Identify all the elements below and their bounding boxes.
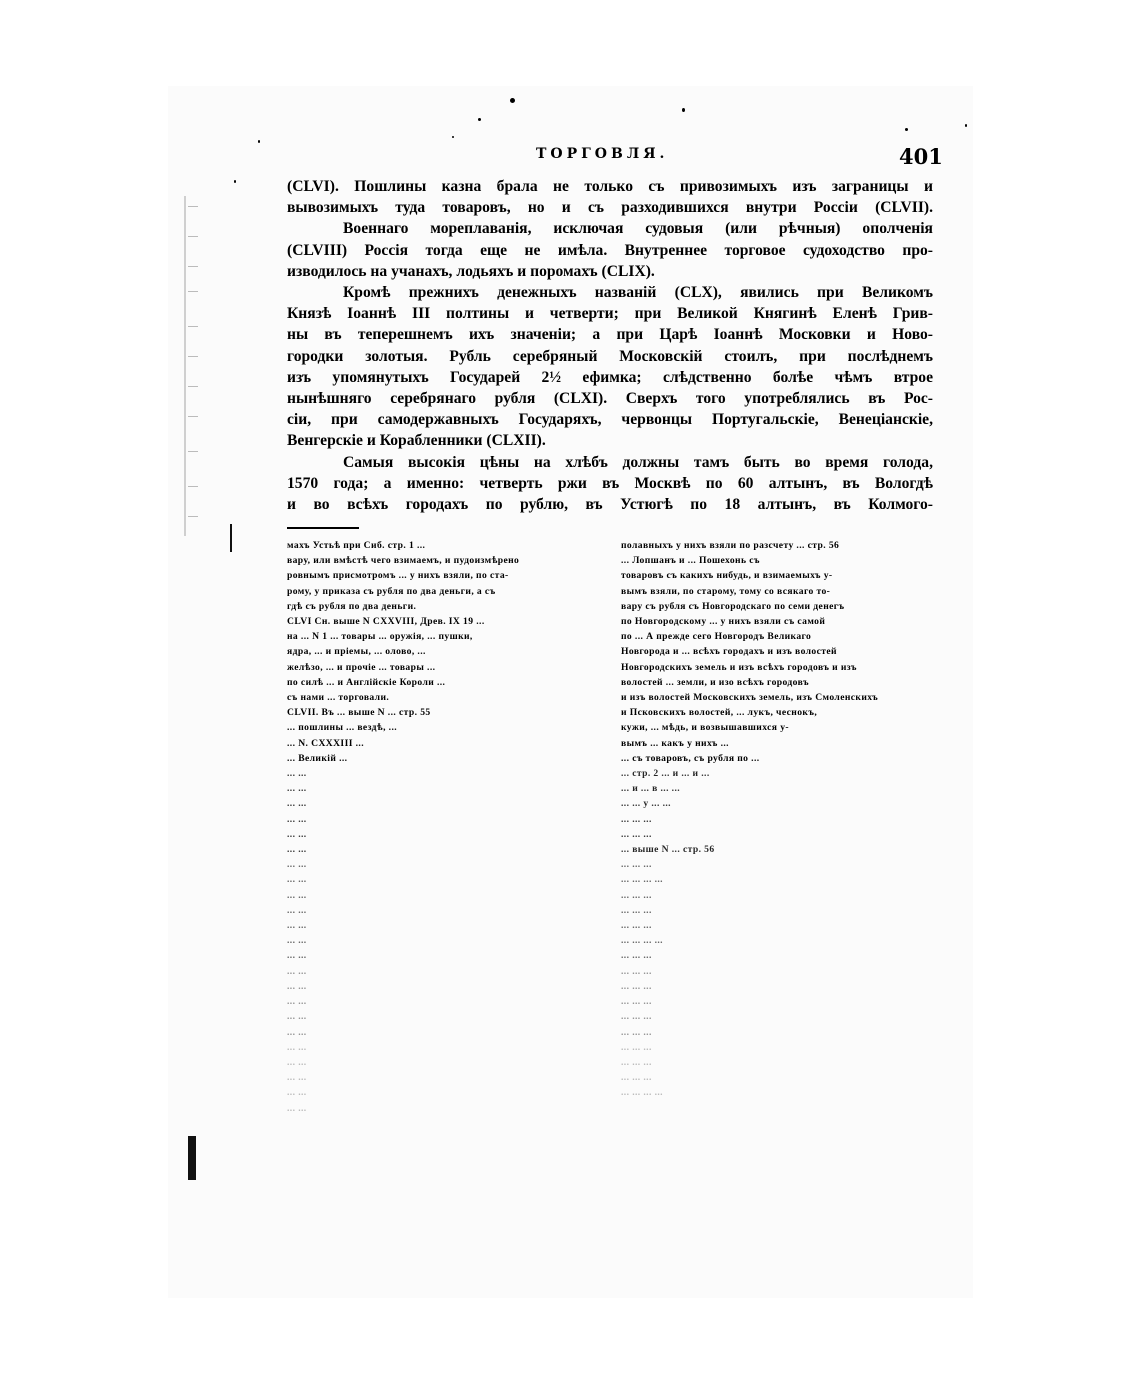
footnote-line: по ... А прежде сего Новгородъ Великаго [621,631,812,643]
footnote-line: ... ... ... [621,904,652,916]
footnote-line: ... ... [287,996,307,1008]
footnotes-left-column [287,538,599,1128]
page-number: 401 [899,144,943,169]
body-line: ны въ теперешнемъ ихъ значеніи; а при Царѣ Іоаннѣ Московки и Ново- [287,326,933,344]
footnote-line: ... ... ... [621,889,652,901]
footnote-line: CLVI Сн. выше N CXXVIII, Древ. IX 19 ... [287,616,485,628]
footnote-line: волостей ... земли, и изо всѣхъ городовъ [621,676,809,688]
footnote-line: ... ... ... [621,828,652,840]
body-line: Венгерскіе и Корабленники (CLXII). [287,432,546,450]
binding-tab-mark [188,1136,196,1180]
footnote-line: ... съ товаровъ, съ рубля по ... [621,752,760,764]
footnote-line: ... ... [287,980,307,992]
footnote-line: ... ... [287,798,307,810]
footnote-line: ... ... [287,1011,307,1023]
footnote-line: кужи, ... мѣдь, и возвышавшихся у- [621,722,789,734]
footnote-line: ... ... [287,828,307,840]
footnote-line: ... ... ... ... [621,1087,663,1099]
body-line: 1570 года; а именно: четверть ржи въ Москвѣ по 60 алтынъ, въ Вологдѣ [287,474,933,492]
footnote-line: ... ... ... ... [621,874,663,886]
footnote-line: гдѣ съ рубля по два деньги. [287,600,417,612]
running-head: ТОРГОВЛЯ. [536,146,669,162]
scan-speck [510,98,515,103]
footnote-line: ... Великій ... [287,752,348,764]
scan-speck [452,136,454,138]
footnote-line: желѣзо, ... и прочіе ... товары ... [287,661,436,673]
footnote-line: рому, у приказа съ рубля по два деньги, а съ [287,585,496,597]
footnote-line: на ... N 1 ... товары ... оружія, ... пушки, [287,631,473,643]
footnote-line: ... ... [287,1102,307,1114]
footnote-line: ... ... ... [621,813,652,825]
footnotes-area [287,538,933,1128]
footnote-line: ... ... [287,874,307,886]
footnote-line: ... ... ... [621,996,652,1008]
footnotes-right-column [621,538,933,1128]
footnote-line: по Новгородскому ... у нихъ взяли съ самой [621,616,826,628]
footnote-line: махъ Устьѣ при Сиб. стр. 1 ... [287,540,426,551]
footnote-line: вымъ взяли, по старому, тому со всякаго то- [621,585,831,597]
body-line: Кромѣ прежнихъ денежныхъ названій (CLX), явились при Великомъ [343,284,933,302]
footnote-line: ... пошлины ... вездѣ, ... [287,722,398,734]
footnote-line: ... ... [287,1087,307,1099]
footnote-line: ... ... ... ... [621,935,663,947]
footnote-line: полавныхъ у нихъ взяли по разсчету ... стр. 56 [621,540,840,551]
body-line: нынѣшняго серебрянаго рубля (CLXI). Сверхъ того употреблялись въ Рос- [287,390,933,408]
footnote-line: ... ... ... [621,1041,652,1053]
footnote-line: по силѣ ... и Англійскіе Короли ... [287,676,446,688]
footnote-line: ... ... ... [621,950,652,962]
scan-speck [965,124,967,127]
footnote-line: ... ... [287,783,307,795]
main-body-text [287,176,933,515]
body-line: Военнаго мореплаванія, исключая судовыя (или рѣчныя) ополченія [343,220,933,238]
footnote-line: ... ... ... [621,1056,652,1068]
footnote-line: ... ... [287,1041,307,1053]
footnote-line: и изъ волостей Московскихъ земель, изъ Смоленскихъ [621,692,879,704]
scan-speck [234,180,236,183]
body-line: изводилось на учанахъ, лодьяхъ и поромахъ (CLIX). [287,262,655,280]
footnote-line: ... ... [287,768,307,780]
footnote-line: ... Лопшанъ и ... Пошехонь съ [621,555,760,567]
footnote-line: товаровъ съ какихъ нибудь, и взимаемыхъ у- [621,570,833,582]
footnote-line: вымъ ... какъ у нихъ ... [621,737,729,749]
footnote-line: Новгородскихъ земель и изъ всѣхъ городовъ и изъ [621,661,857,673]
footnote-line: ... ... [287,1056,307,1068]
body-line: Князѣ Іоаннѣ III полтины и четверти; при Великой Княгинѣ Еленѣ Грив- [287,305,933,323]
footnote-line: ... и ... в ... ... [621,783,681,795]
footnote-line: ... ... [287,950,307,962]
footnote-line: ... ... ... [621,1072,652,1084]
footnote-line: ... ... ... [621,859,652,871]
footnote-line: CLVII. Въ ... выше N ... стр. 55 [287,707,431,719]
footnote-line: ... ... ... [621,965,652,977]
body-line: Самыя высокія цѣны на хлѣбъ должны тамъ быть во время голода, [343,453,933,471]
footnote-line: и Псковскихъ волостей, ... лукъ, чеснокъ, [621,707,818,719]
footnote-line: ... стр. 2 ... и ... и ... [621,768,710,780]
footnote-line: ... ... [287,935,307,947]
footnote-line: ... ... ... [621,1011,652,1023]
footnote-line: ровнымъ присмотромъ ... у нихъ взяли, по ста- [287,570,509,582]
footnote-line: ... выше N ... стр. 56 [621,844,715,856]
footnote-line: ... ... [287,889,307,901]
scan-speck [682,108,685,112]
body-line: и во всѣхъ городахъ по рублю, въ Устюгѣ по 18 алтынъ, въ Колмого- [287,496,933,514]
footnote-line: ... ... [287,1026,307,1038]
footnote-line: ... ... [287,859,307,871]
footnote-line: ... ... ... [621,1026,652,1038]
footnote-line: ядра, ... и пріемы, ... олово, ... [287,646,426,658]
footnote-line: ... ... [287,965,307,977]
footnote-line: Новгорода и ... всѣхъ городахъ и изъ волостей [621,646,837,658]
body-line: вывозимыхъ туда товаровъ, но и съ разходившихся внутри Россіи (CLVII). [287,199,933,217]
footnote-separator-rule [287,527,359,529]
footnote-line: ... ... [287,813,307,825]
footnote-line: ... ... у ... ... [621,798,671,810]
footnote-line: вару съ рубля съ Новгородскаго по семи денегъ [621,600,845,612]
footnote-line: ... ... ... [621,920,652,932]
footnote-line: ... ... [287,904,307,916]
scan-speck [905,128,908,131]
binding-margin-marks [184,196,216,536]
body-line: изъ упомянутыхъ Государей 2½ ефимка; слѣдственно болѣе чѣмъ втрое [287,368,933,386]
body-line: сіи, при самодержавныхъ Государяхъ, червонцы Португальскіе, Венеціанскіе, [287,411,933,429]
body-line: (CLVI). Пошлины казна брала не только съ привозимыхъ изъ заграницы и [287,178,933,195]
body-line: городки золотыя. Рубль серебряный Московскій стоилъ, при послѣднемъ [287,347,933,365]
footnote-line: ... ... [287,1072,307,1084]
footnote-line: ... N. CXXXIII ... [287,737,365,749]
body-line: (CLVIII) Россія тогда еще не имѣла. Внутреннее торговое судоходство про- [287,241,933,259]
footnote-line: ... ... [287,844,307,856]
binding-line-mark [230,524,232,552]
footnote-line: вару, или вмѣстѣ чего взимаемъ, и пудоизмѣрено [287,555,520,567]
footnote-line: ... ... ... [621,980,652,992]
footnote-line: ... ... [287,920,307,932]
scan-speck [258,140,260,143]
scan-speck [478,118,481,121]
footnote-line: съ нами ... торговали. [287,692,390,704]
